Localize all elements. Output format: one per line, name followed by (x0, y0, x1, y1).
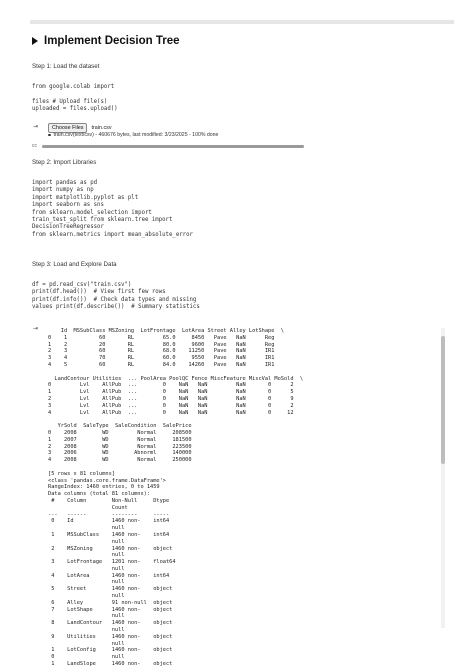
output-arrow-icon: ⇥ (33, 325, 39, 332)
load-code-cell[interactable]: from google.colab import files # Upload file(s) uploaded = files.upload() (32, 84, 118, 113)
output-arrow-icon: ⇥ (33, 123, 39, 130)
vertical-scroll-thumb[interactable] (441, 336, 445, 464)
import-code-cell[interactable]: import pandas as pd import numpy as np import matplotlib.pyplot as plt import seaborn as sns from sklearn.model_selection import train_test_split from sklearn.tree import DecisionTreeRegressor from sklearn.metrics import mean_absolute_error (32, 180, 193, 238)
vertical-scrollbar[interactable] (441, 328, 445, 628)
file-info: train.csv(text/csv) - 460676 bytes, last modified: 3/23/2025 - 100% done (53, 132, 219, 138)
bullet-icon (48, 134, 51, 137)
choose-files-button[interactable]: Choose Files (48, 123, 87, 133)
explore-code-cell[interactable]: df = pd.read_csv("train.csv") print(df.head()) # View first few rows print(df.info()) # Check data types and missing values print(df.describe()) # Summary statistics (32, 282, 200, 311)
top-divider (30, 20, 454, 24)
triangle-right-icon[interactable] (32, 37, 38, 45)
file-name: train.csv (91, 125, 112, 131)
cell-output: Id MSSubClass MSZoning LotFrontage LotArea Street Alley LotShape \ 0 1 60 RL 65.0 8450 Pave NaN Reg 1 2 20 RL 80.0 9600 Pave NaN Reg 2 3 60 RL 68.0 11250 Pave NaN IR1 3 4 70 RL 60.0 9550 Pave NaN IR1 4 5 60 RL 84.0 14260 Pave NaN IR1 LandContour Utilities ... PoolArea PoolQC Fence MiscFeature MiscVal MoSold \ 0 Lvl AllPub ... 0 NaN NaN NaN 0 2 1 Lvl AllPub ... 0 NaN NaN NaN 0 5 2 Lvl AllPub ... 0 NaN NaN NaN 0 9 3 Lvl AllPub ... 0 NaN NaN NaN 0 2 4 Lvl AllPub ... 0 NaN NaN NaN 0 12 YrSold SaleType SaleCondition SalePrice 0 2008 WD Normal 208500 1 2007 WD Normal 181500 2 2008 WD Normal 223500 3 2006 WD Abnorml 140000 4 2008 WD Normal 250000 [5 rows x 81 columns] <class 'pandas.core.frame.DataFrame'> RangeIndex: 1460 entries, 0 to 1459 Data columns (total 81 columns): # Column Non-Null Dtype Count --- ------ -------- ----- 0 Id 1460 non- int64 null 1 MSSubClass 1460 non- int64 null 2 MSZoning 1460 non- object null 3 LotFrontage 1201 non- float64 null 4 LotArea 1460 non- int64 null 5 Street 1460 non- object null 6 Alley 91 non-null object 7 LotShape 1460 non- object null 8 LandContour 1460 non- object null 9 Utilities 1460 non- object null 1 LotConfig 1460 non- object 0 null 1 LandSlope 1460 non- object (48, 328, 304, 668)
scroll-thumb[interactable] (42, 145, 304, 148)
step2-heading: Step 2: Import Libraries (32, 159, 97, 166)
horizontal-scrollbar[interactable] (42, 145, 304, 148)
scroll-label: cc (32, 143, 37, 149)
step3-heading: Step 3: Load and Explore Data (32, 261, 117, 268)
section-title: Implement Decision Tree (44, 35, 180, 47)
section-header[interactable] (32, 35, 180, 47)
step1-heading: Step 1: Load the dataset (32, 63, 100, 70)
file-info-line (48, 132, 218, 138)
